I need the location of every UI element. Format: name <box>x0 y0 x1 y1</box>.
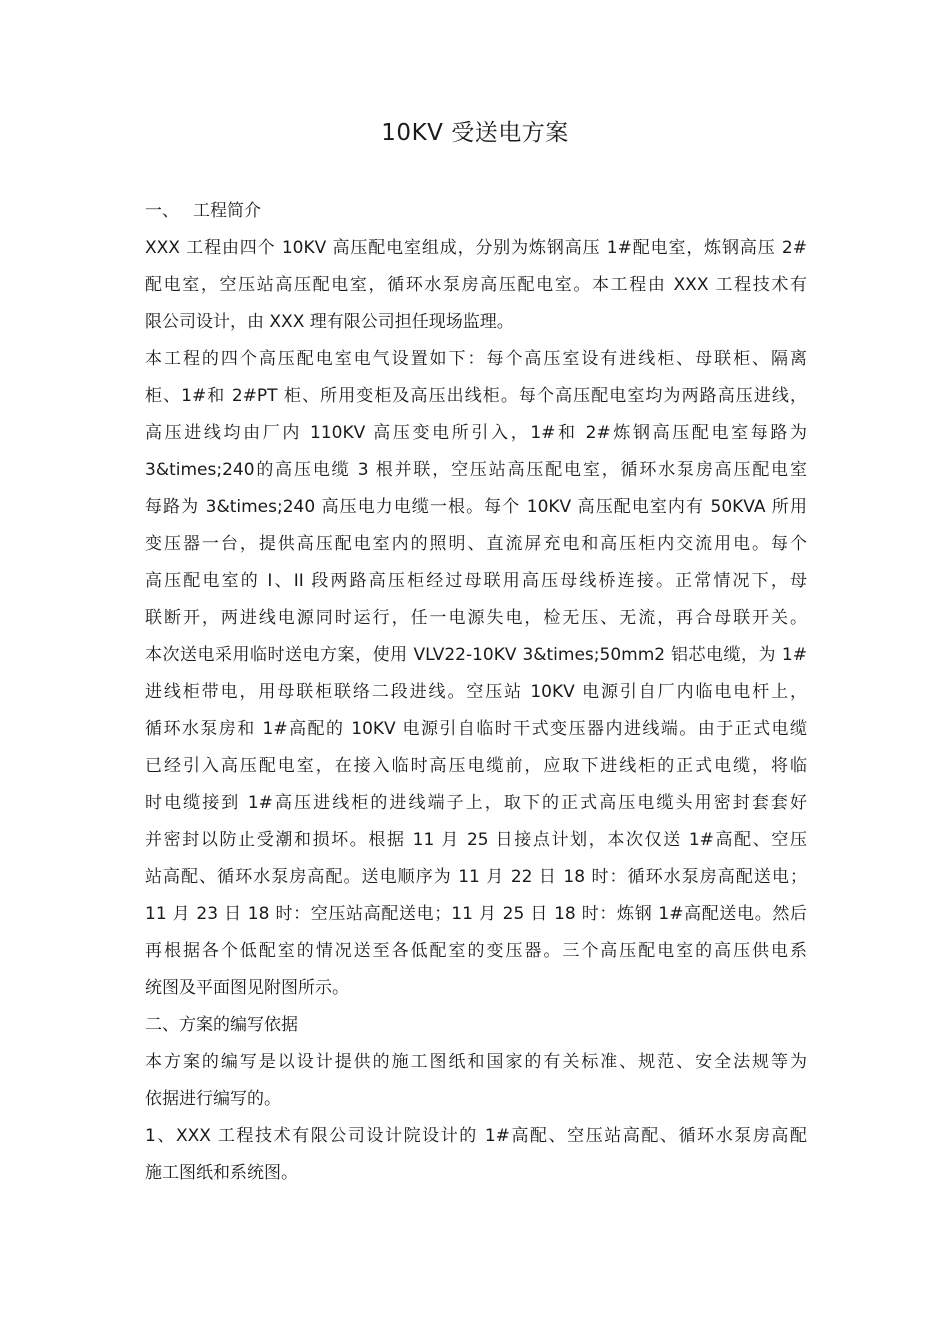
section-title: 工程简介 <box>193 201 261 221</box>
text-line: 1、XXX 工程技术有限公司设计院设计的 1#高配、空压站高配、循环水泵房高配 <box>145 1126 807 1146</box>
section-heading-1 <box>145 193 807 230</box>
text-line: 变压器一台，提供高压配电室内的照明、直流屏充电和高压柜内交流用电。每个 <box>145 534 807 554</box>
document-body <box>145 193 807 1192</box>
text-line: 并密封以防止受潮和损坏。根据 11 月 25 日接点计划，本次仅送 1#高配、空压 <box>145 830 807 850</box>
text-line: 依据进行编写的。 <box>145 1089 281 1109</box>
text-line: 施工图纸和系统图。 <box>145 1163 298 1183</box>
text-line: 柜、1#和 2#PT 柜、所用变柜及高压出线柜。每个高压配电室均为两路高压进线， <box>145 386 807 406</box>
document-title: 10KV 受送电方案 <box>381 120 569 146</box>
text-line: 本工程的四个高压配电室电气设置如下：每个高压室设有进线柜、母联柜、隔离 <box>145 349 807 369</box>
text-line: 站高配、循环水泵房高配。送电顺序为 11 月 22 日 18 时：循环水泵房高配送电； <box>145 867 807 887</box>
text-line: 本次送电采用临时送电方案，使用 VLV22-10KV 3&times;50mm2 铝芯电缆，为 1# <box>145 645 807 665</box>
text-line: 再根据各个低配室的情况送至各低配室的变压器。三个高压配电室的高压供电系 <box>145 941 807 961</box>
section-number: 一、 <box>145 201 179 221</box>
section-heading-2: 二、方案的编写依据 <box>145 1015 298 1035</box>
text-line: 时电缆接到 1#高压进线柜的进线端子上，取下的正式高压电缆头用密封套套好 <box>145 793 807 813</box>
text-line: 联断开，两进线电源同时运行，任一电源失电，检无压、无流，再合母联开关。 <box>145 608 807 628</box>
text-line: 配电室，空压站高压配电室，循环水泵房高压配电室。本工程由 XXX 工程技术有 <box>145 275 807 295</box>
text-line: 每路为 3&times;240 高压电力电缆一根。每个 10KV 高压配电室内有 50KVA 所用 <box>145 497 807 517</box>
text-line: 限公司设计，由 XXX 理有限公司担任现场监理。 <box>145 312 514 332</box>
text-line: 本方案的编写是以设计提供的施工图纸和国家的有关标准、规范、安全法规等为 <box>145 1052 807 1072</box>
text-line: 高压进线均由厂内 110KV 高压变电所引入，1#和 2#炼钢高压配电室每路为 <box>145 423 807 443</box>
text-line: XXX 工程由四个 10KV 高压配电室组成，分别为炼钢高压 1#配电室，炼钢高压 2# <box>145 238 807 258</box>
text-line: 3&times;240的高压电缆 3 根并联，空压站高压配电室，循环水泵房高压配电室 <box>145 460 807 480</box>
text-line: 高压配电室的 I、II 段两路高压柜经过母联用高压母线桥连接。正常情况下，母 <box>145 571 807 591</box>
text-line: 已经引入高压配电室，在接入临时高压电缆前，应取下进线柜的正式电缆，将临 <box>145 756 807 776</box>
text-line: 进线柜带电，用母联柜联络二段进线。空压站 10KV 电源引自厂内临电电杆上， <box>145 682 807 702</box>
text-line: 循环水泵房和 1#高配的 10KV 电源引自临时干式变压器内进线端。由于正式电缆 <box>145 719 807 739</box>
text-line: 统图及平面图见附图所示。 <box>145 978 349 998</box>
text-line: 11 月 23 日 18 时：空压站高配送电；11 月 25 日 18 时：炼钢 1#高配送电。然后 <box>145 904 807 924</box>
